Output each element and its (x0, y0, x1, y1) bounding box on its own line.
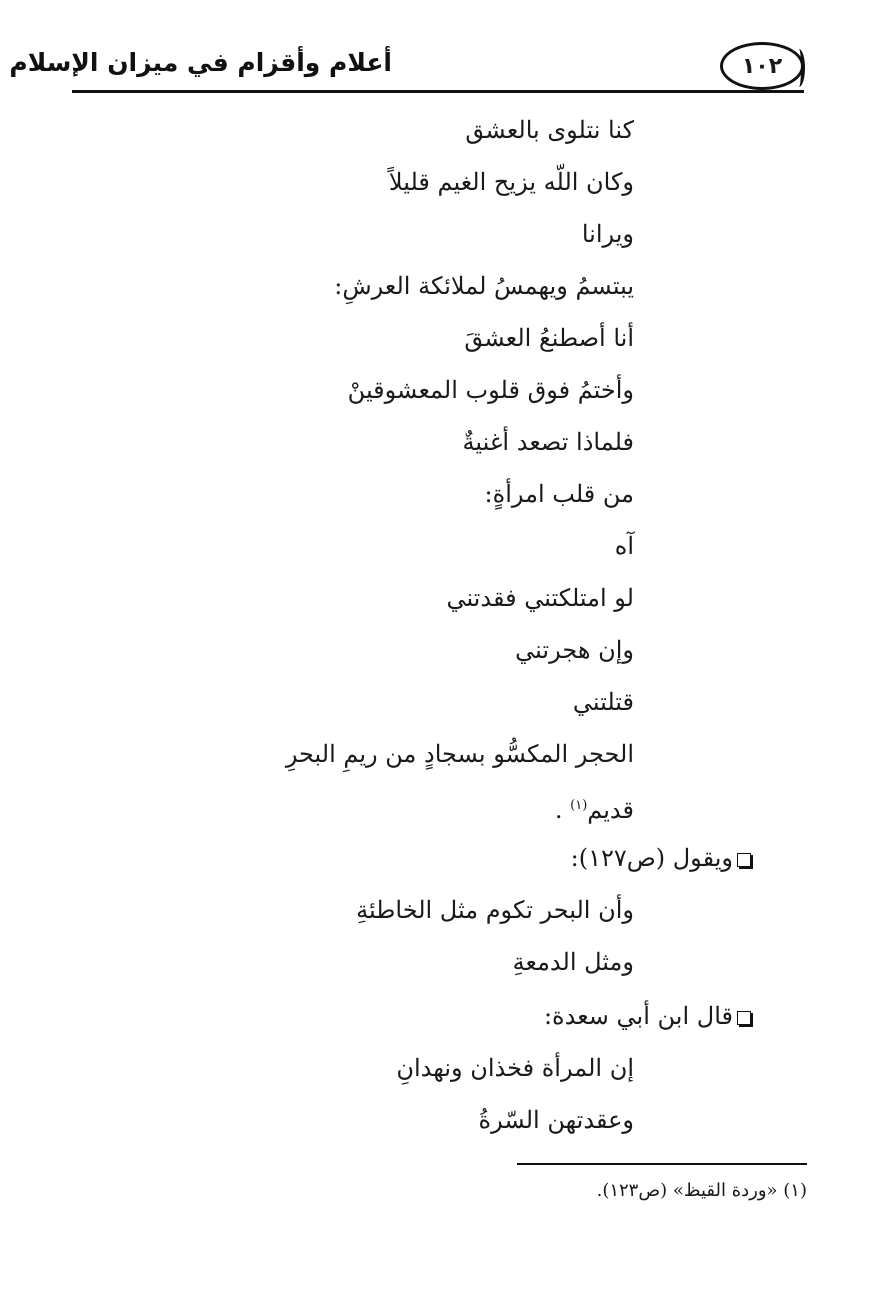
poem-line: وأن البحر تكوم مثل الخاطئةِ (356, 896, 634, 924)
poem-line: من قلب امرأةٍ: (484, 480, 634, 508)
footnote-reference: (١) (570, 798, 588, 813)
page-number: ١٠٢ (720, 42, 804, 90)
poem-line: أنا أصطنعُ العشقَ (464, 324, 634, 352)
poem-line: يبتسمُ ويهمسُ لملائكة العرشِ: (334, 272, 634, 300)
footnote-divider (517, 1163, 807, 1165)
poem-line-text: قديم (587, 796, 634, 824)
square-bullet-icon (737, 1011, 751, 1025)
poem-line-with-footnote (555, 786, 634, 826)
poem-line: وأختمُ فوق قلوب المعشوقينْ (347, 376, 634, 404)
square-bullet-icon (737, 853, 751, 867)
poem-line: قتلتني (572, 688, 634, 716)
poem-line: ويرانا (581, 220, 634, 248)
poem-line: وإن هجرتني (515, 636, 634, 664)
poem-line: آه (614, 532, 634, 560)
prose-line (571, 838, 751, 878)
poem-line: إن المرأة فخذان ونهدانِ (396, 1054, 634, 1082)
poem-line: الحجر المكسُّو بسجادٍ من ريمِ البحرِ (285, 740, 634, 768)
poem-line-period: . (554, 796, 571, 824)
prose-text: قال ابن أبي سعدة: (543, 1002, 733, 1030)
poem-line: وكان اللّه يزيح الغيم قليلاً (388, 168, 634, 196)
prose-line (544, 996, 751, 1036)
poem-line: ومثل الدمعةِ (512, 948, 634, 976)
footnote: (١) «وردة القيظ» (ص١٢٣). (596, 1180, 807, 1201)
poem-line: كنا نتلوى بالعشق (465, 116, 634, 144)
header-divider (72, 90, 804, 93)
prose-text: ويقول (ص١٢٧): (570, 844, 733, 872)
poem-line: وعقدتهن السّرةُ (478, 1106, 634, 1134)
running-title: أعلام وأقزام في ميزان الإسلام (9, 48, 392, 77)
page-header (9, 30, 804, 96)
poem-line: لو امتلكتني فقدتني (446, 584, 634, 612)
poem-line: فلماذا تصعد أغنيةٌ (462, 428, 634, 456)
